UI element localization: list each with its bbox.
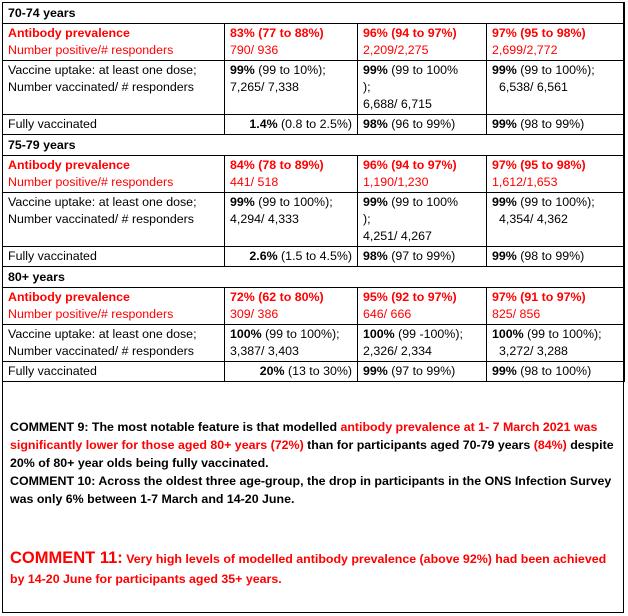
prevalence-count: 2,209/2,275: [363, 43, 429, 57]
prevalence-value-cell: [358, 24, 487, 61]
uptake-value-cell: [358, 325, 487, 362]
prevalence-label-cell: [3, 288, 225, 325]
uptake-value-line: [492, 62, 619, 79]
uptake-line-2: 3,272/ 3,288: [499, 344, 568, 358]
prevalence-count: 646/ 666: [363, 307, 412, 321]
uptake-range: (99 to 10%);: [254, 63, 326, 77]
uptake-line-2: );: [363, 212, 371, 226]
prevalence-count: 2,699/2,772: [492, 43, 558, 57]
prevalence-value: 96% (94 to 97%): [363, 158, 457, 172]
uptake-range: (99 to 100%);: [254, 195, 333, 209]
comment-9-suffix: despite 20% of 80+ year olds being fully vaccinated.: [10, 438, 614, 470]
comment-9-highlight-2: (84%): [533, 438, 567, 452]
fully-vaccinated-percent: 99%: [492, 117, 517, 131]
uptake-line-3: 4,251/ 4,267: [363, 229, 432, 243]
uptake-range: (99 to 100%);: [523, 327, 602, 341]
comment-9-highlight: antibody prevalence at 1- 7 March 2021 was significantly lower for those aged 80+ years (72%): [10, 420, 598, 452]
uptake-line-2: 4,294/ 4,333: [230, 212, 299, 226]
table-body: [3, 3, 625, 382]
fully-vaccinated-percent: 99%: [492, 364, 517, 378]
uptake-line-2: 7,265/ 7,338: [230, 80, 299, 94]
uptake-value-cell: [225, 193, 358, 247]
vaccination-table: [2, 2, 625, 382]
prevalence-count: 441/ 518: [230, 175, 279, 189]
uptake-label-cell: [3, 325, 225, 362]
fully-vaccinated-range: (13 to 30%): [284, 364, 352, 378]
prevalence-label: Antibody prevalence: [8, 158, 130, 172]
prevalence-value-cell: [358, 156, 487, 193]
prevalence-value: 95% (92 to 97%): [363, 290, 457, 304]
uptake-value-cell: [487, 325, 625, 362]
fully-vaccinated-percent: 99%: [363, 364, 388, 378]
comments-block: [10, 418, 618, 508]
prevalence-value: 84% (78 to 89%): [230, 158, 324, 172]
prevalence-value-cell: [487, 24, 625, 61]
uptake-range: (99 to 100%);: [516, 195, 595, 209]
fully-vaccinated-range: (0.8 to 2.5%): [277, 117, 352, 131]
uptake-percent: 100%: [492, 327, 524, 341]
fully-vaccinated-cell: [225, 115, 358, 135]
uptake-line-2: 4,354/ 4,362: [499, 212, 568, 226]
prevalence-label-cell: [3, 24, 225, 61]
section-title: 75-79 years: [3, 135, 625, 156]
uptake-value-cell: [487, 61, 625, 115]
fully-vaccinated-row: [3, 115, 625, 135]
uptake-row: [3, 61, 625, 115]
uptake-value-cell: [487, 193, 625, 247]
comment-9-prefix: COMMENT 9: The most notable feature is that modelled: [10, 420, 341, 434]
fully-vaccinated-cell: [487, 247, 625, 267]
fully-vaccinated-cell: [225, 362, 358, 382]
fully-vaccinated-cell: [487, 362, 625, 382]
prevalence-label: Antibody prevalence: [8, 290, 130, 304]
prevalence-value: 72% (62 to 80%): [230, 290, 324, 304]
uptake-percent: 99%: [363, 195, 388, 209]
fully-vaccinated-range: (98 to 100%): [516, 364, 592, 378]
uptake-label: Vaccine uptake: at least one dose;: [8, 195, 197, 209]
prevalence-count: 1,612/1,653: [492, 175, 558, 189]
uptake-line-2: 2,326/ 2,334: [363, 344, 432, 358]
prevalence-value: 96% (94 to 97%): [363, 26, 457, 40]
uptake-line-2: 6,538/ 6,561: [499, 80, 568, 94]
fully-vaccinated-range: (97 to 99%): [387, 249, 456, 263]
comment-11: [10, 548, 618, 589]
comment-9: [10, 418, 618, 472]
uptake-value-cell: [225, 61, 358, 115]
fully-vaccinated-percent: 98%: [363, 117, 388, 131]
uptake-line-2: 3,387/ 3,403: [230, 344, 299, 358]
fully-vaccinated-cell: [358, 362, 487, 382]
prevalence-sublabel: Number positive/# responders: [8, 175, 174, 189]
section-header-row: [3, 3, 625, 24]
section-header-row: [3, 267, 625, 288]
uptake-percent: 100%: [230, 327, 262, 341]
fully-vaccinated-percent: 99%: [492, 249, 517, 263]
uptake-label: Vaccine uptake: at least one dose;: [8, 327, 197, 341]
uptake-row: [3, 193, 625, 247]
uptake-percent: 99%: [492, 63, 517, 77]
fully-vaccinated-range: (98 to 99%): [516, 249, 585, 263]
comment-11-label: COMMENT 11:: [10, 549, 123, 567]
prevalence-value-cell: [225, 24, 358, 61]
prevalence-value-cell: [358, 288, 487, 325]
fully-vaccinated-row: [3, 247, 625, 267]
fully-vaccinated-cell: [225, 247, 358, 267]
fully-vaccinated-range: (98 to 99%): [516, 117, 585, 131]
prevalence-value-cell: [225, 156, 358, 193]
section-title: 80+ years: [3, 267, 625, 288]
prevalence-count: 825/ 856: [492, 307, 541, 321]
prevalence-sublabel: Number positive/# responders: [8, 43, 174, 57]
uptake-percent: 99%: [363, 63, 388, 77]
comment-11-text: Very high levels of modelled antibody prevalence (above 92%) had been achieved by 14-20 June for participants aged 35+ years.: [10, 552, 607, 586]
comment-9-middle: than for participants aged 70-79 years: [303, 438, 534, 452]
fully-vaccinated-cell: [358, 115, 487, 135]
uptake-value-line: [492, 326, 619, 343]
prevalence-sublabel: Number positive/# responders: [8, 307, 174, 321]
fully-vaccinated-percent: 2.6%: [249, 249, 278, 263]
fully-vaccinated-percent: 20%: [259, 364, 285, 378]
prevalence-value-cell: [487, 288, 625, 325]
uptake-range: (99 to 100%);: [516, 63, 595, 77]
fully-vaccinated-row: [3, 362, 625, 382]
prevalence-value: 83% (77 to 88%): [230, 26, 324, 40]
fully-vaccinated-percent: 98%: [363, 249, 388, 263]
uptake-sublabel: Number vaccinated/ # responders: [8, 212, 194, 226]
uptake-value-cell: [225, 325, 358, 362]
fully-vaccinated-label: Fully vaccinated: [3, 115, 225, 135]
fully-vaccinated-range: (1.5 to 4.5%): [277, 249, 352, 263]
fully-vaccinated-cell: [487, 115, 625, 135]
uptake-line-2: );: [363, 80, 371, 94]
prevalence-value-cell: [225, 288, 358, 325]
uptake-value-line: [492, 194, 619, 211]
prevalence-row: [3, 288, 625, 325]
prevalence-label: Antibody prevalence: [8, 26, 130, 40]
uptake-percent: 99%: [230, 195, 255, 209]
prevalence-value: 97% (95 to 98%): [492, 158, 586, 172]
uptake-label-cell: [3, 61, 225, 115]
prevalence-count: 790/ 936: [230, 43, 279, 57]
fully-vaccinated-label: Fully vaccinated: [3, 362, 225, 382]
prevalence-value: 97% (95 to 98%): [492, 26, 586, 40]
fully-vaccinated-label: Fully vaccinated: [3, 247, 225, 267]
uptake-range: (99 to 100%: [387, 63, 459, 77]
uptake-value-line: [363, 326, 481, 343]
uptake-sublabel: Number vaccinated/ # responders: [8, 344, 194, 358]
prevalence-row: [3, 24, 625, 61]
uptake-sublabel: Number vaccinated/ # responders: [8, 80, 194, 94]
comment-10: COMMENT 10: Across the oldest three age-group, the drop in participants in the ONS Infection Survey was only 6% between 1-7 March and 14-20 June.: [10, 474, 612, 506]
uptake-value-cell: [358, 61, 487, 115]
prevalence-count: 1,190/1,230: [363, 175, 429, 189]
section-header-row: [3, 135, 625, 156]
uptake-line-3: 6,688/ 6,715: [363, 97, 432, 111]
uptake-percent: 99%: [230, 63, 255, 77]
fully-vaccinated-cell: [358, 247, 487, 267]
uptake-label: Vaccine uptake: at least one dose;: [8, 63, 197, 77]
uptake-value-line: [230, 62, 352, 79]
fully-vaccinated-range: (97 to 99%): [387, 364, 456, 378]
uptake-label-cell: [3, 193, 225, 247]
uptake-range: (99 -100%);: [394, 327, 463, 341]
prevalence-value: 97% (91 to 97%): [492, 290, 586, 304]
uptake-value-line: [363, 194, 481, 211]
prevalence-label-cell: [3, 156, 225, 193]
uptake-range: (99 to 100%);: [261, 327, 340, 341]
uptake-value-line: [230, 326, 352, 343]
section-title: 70-74 years: [3, 3, 625, 24]
uptake-row: [3, 325, 625, 362]
uptake-percent: 99%: [492, 195, 517, 209]
uptake-value-line: [230, 194, 352, 211]
uptake-range: (99 to 100%: [387, 195, 459, 209]
prevalence-row: [3, 156, 625, 193]
fully-vaccinated-percent: 1.4%: [249, 117, 278, 131]
fully-vaccinated-range: (96 to 99%): [387, 117, 456, 131]
prevalence-value-cell: [487, 156, 625, 193]
uptake-value-line: [363, 62, 481, 79]
uptake-value-cell: [358, 193, 487, 247]
prevalence-count: 309/ 386: [230, 307, 279, 321]
uptake-percent: 100%: [363, 327, 395, 341]
